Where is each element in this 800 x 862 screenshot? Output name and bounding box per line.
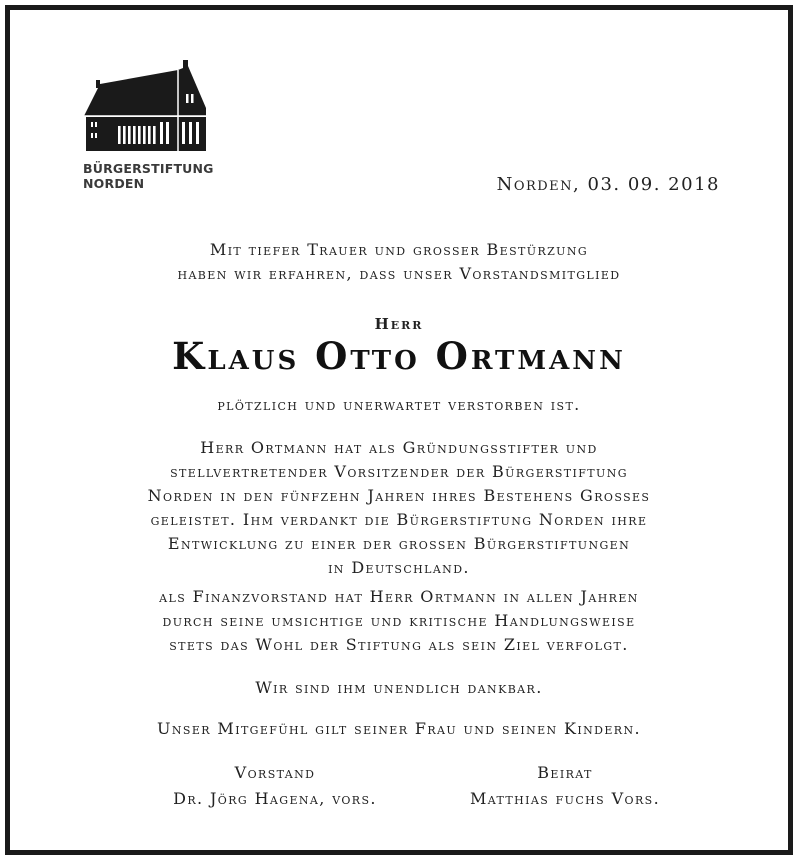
paragraph-line: als Finanzvorstand hat Herr Ortmann in allen Jahren bbox=[159, 587, 639, 606]
thanks-text: Wir sind ihm unendlich dankbar. bbox=[255, 678, 543, 697]
paragraph-line: Entwicklung zu einer der grossen Bürgerstiftungen bbox=[167, 534, 631, 553]
paragraph-line: durch seine umsichtige und kritische Handlungsweise bbox=[162, 611, 636, 630]
intro-text bbox=[10, 238, 788, 286]
signature-name: Matthias fuchs Vors. bbox=[469, 789, 661, 808]
paragraph-line: Norden in den fünfzehn Jahren ihres Bestehens Grosses bbox=[147, 486, 651, 505]
signature-advisory-board bbox=[440, 760, 690, 812]
tribute-paragraph-1 bbox=[10, 436, 788, 580]
foundation-logo bbox=[78, 56, 218, 196]
paragraph-line: stets das Wohl der Stiftung als sein Ziel verfolgt. bbox=[169, 635, 629, 654]
signature-board bbox=[150, 760, 400, 812]
signature-title: Beirat bbox=[537, 763, 593, 782]
building-icon bbox=[78, 56, 210, 156]
deceased-name: Klaus Otto Ortmann bbox=[172, 334, 626, 378]
logo-line-2: NORDEN bbox=[83, 176, 145, 191]
signature-title: Vorstand bbox=[234, 763, 316, 782]
paragraph-line: stellvertretender Vorsitzender der Bürgerstiftung bbox=[170, 462, 628, 481]
salutation: Herr bbox=[374, 315, 424, 333]
obituary-notice bbox=[5, 5, 793, 855]
paragraph-line: geleistet. Ihm verdankt die Bürgerstiftung Norden ihre bbox=[150, 510, 648, 529]
logo-line-1: BÜRGERSTIFTUNG bbox=[83, 161, 214, 176]
logo-wordmark bbox=[83, 161, 214, 191]
intro-line: haben wir erfahren, dass unser Vorstandsmitglied bbox=[177, 264, 621, 283]
tribute-paragraph-2 bbox=[10, 585, 788, 657]
passed-text: plötzlich und unerwartet verstorben ist. bbox=[217, 395, 581, 414]
paragraph-line: in Deutschland. bbox=[328, 558, 470, 577]
intro-line: Mit tiefer Trauer und grosser Bestürzung bbox=[209, 240, 589, 259]
paragraph-line: Herr Ortmann hat als Gründungsstifter und bbox=[200, 438, 598, 457]
place-date: Norden, 03. 09. 2018 bbox=[496, 174, 720, 195]
signature-name: Dr. Jörg Hagena, vors. bbox=[173, 789, 377, 808]
sympathy-text: Unser Mitgefühl gilt seiner Frau und seinen Kindern. bbox=[156, 719, 642, 738]
